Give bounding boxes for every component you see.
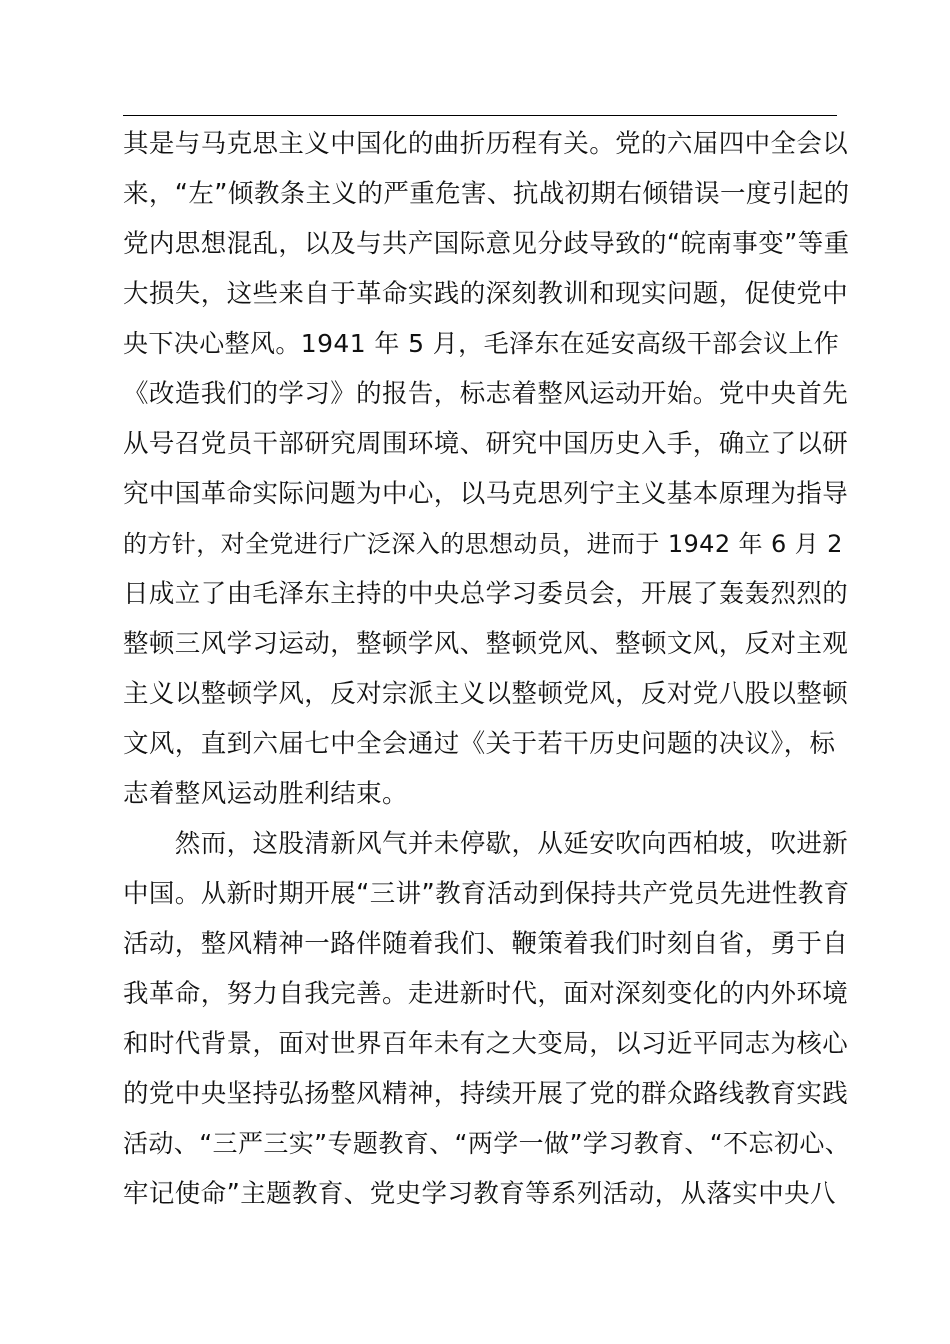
text-line-8: 究中国革命实际问题为中心，以马克思列宁主义基本原理为指导 [123,479,849,509]
text-line-4: 大损失，这些来自于革命实践的深刻教训和现实问题，促使党中 [123,279,849,309]
text-line-16: 中国。从新时期开展“三讲”教育活动到保持共产党员先进性教育 [123,879,850,909]
text-line-19: 和时代背景，面对世界百年未有之大变局，以习近平同志为核心 [123,1029,849,1059]
text-line-9: 的方针，对全党进行广泛深入的思想动员，进而于 1942 年 6 月 2 [123,530,843,558]
text-line-5: 央下决心整风。1941 年 5 月，毛泽东在延安高级干部会议上作 [123,329,840,358]
text-line-22: 牢记使命”主题教育、党史学习教育等系列活动，从落实中央八 [123,1179,836,1209]
text-line-13: 文风，直到六届七中全会通过《关于若干历史问题的决议》，标 [123,729,836,759]
text-line-2: 来，“左”倾教条主义的严重危害、抗战初期右倾错误一度引起的 [123,179,850,209]
text-line-12: 主义以整顿学风，反对宗派主义以整顿党风，反对党八股以整顿 [123,679,849,709]
text-line-18: 我革命，努力自我完善。走进新时代，面对深刻变化的内外环境 [123,979,849,1009]
header-rule [123,115,837,116]
text-line-10: 日成立了由毛泽东主持的中央总学习委员会，开展了轰轰烈烈的 [123,579,849,609]
text-line-21: 活动、“三严三实”专题教育、“两学一做”学习教育、“不忘初心、 [123,1129,851,1158]
text-line-3: 党内思想混乱，以及与共产国际意见分歧导致的“皖南事变”等重 [123,229,850,259]
text-line-15: 然而，这股清新风气并未停歇，从延安吹向西柏坡，吹进新 [123,829,849,859]
text-line-14: 志着整风运动胜利结束。 [123,779,408,809]
text-line-20: 的党中央坚持弘扬整风精神，持续开展了党的群众路线教育实践 [123,1079,849,1109]
text-line-11: 整顿三风学习运动，整顿学风、整顿党风、整顿文风，反对主观 [123,629,849,659]
text-line-1: 其是与马克思主义中国化的曲折历程有关。党的六届四中全会以 [123,129,849,159]
text-line-7: 从号召党员干部研究周围环境、研究中国历史入手，确立了以研 [123,429,849,459]
text-line-17: 活动，整风精神一路伴随着我们、鞭策着我们时刻自省，勇于自 [123,929,849,959]
text-line-6: 《改造我们的学习》的报告，标志着整风运动开始。党中央首先 [123,379,849,409]
